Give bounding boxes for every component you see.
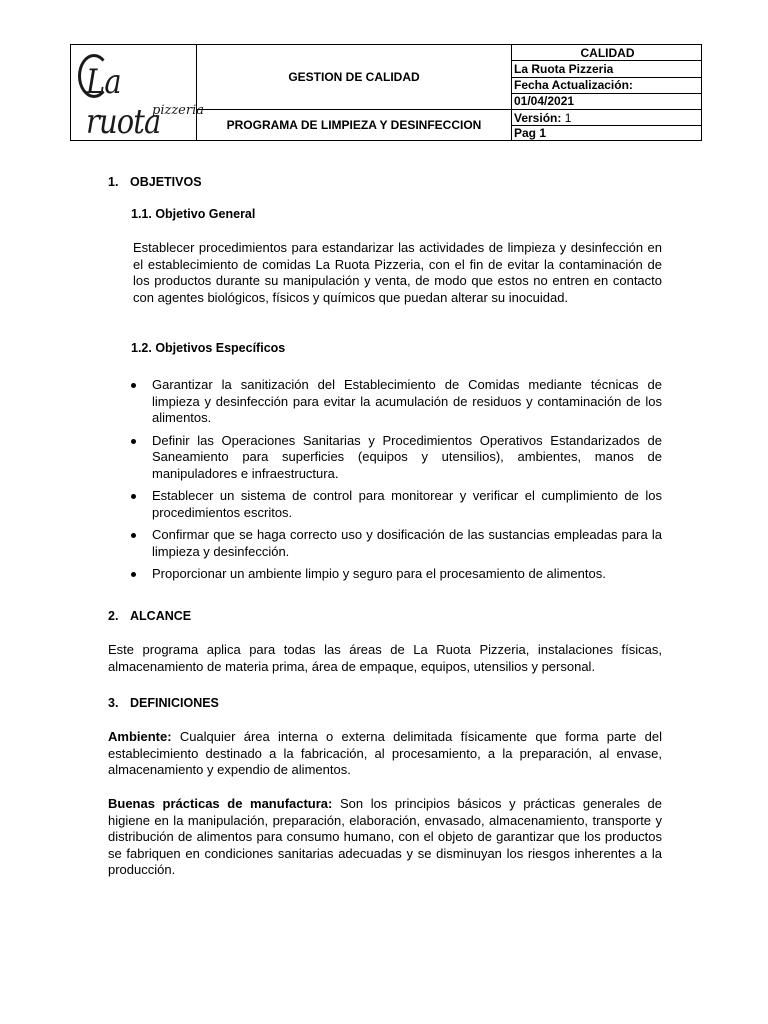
bullet-icon bbox=[131, 439, 136, 444]
section-title: DEFINICIONES bbox=[130, 696, 219, 710]
section-3-heading bbox=[108, 696, 219, 710]
section-title: OBJETIVOS bbox=[130, 175, 202, 189]
list-item-text: Establecer un sistema de control para monitorear y verificar el cumplimiento de los procedimientos escritos. bbox=[152, 488, 662, 520]
objetivo-general-text: Establecer procedimientos para estandarizar las actividades de limpieza y desinfección en el establecimiento de comidas La Ruota Pizzeria, con el fin de evitar la contaminación de los productos durante su manipulación y venta, de modo que estos no entren en contacto con agentes biológicos, físicos y químicos que puedan alterar su inocuidad. bbox=[133, 240, 662, 305]
logo-cell bbox=[71, 45, 204, 142]
objetivos-especificos-list bbox=[131, 377, 662, 589]
list-item-text: Definir las Operaciones Sanitarias y Procedimientos Operativos Estandarizados de Saneamiento para superficies (equipos y utensilios), ambientes, manos de manipuladores e infraestructura. bbox=[152, 432, 662, 481]
header-page: Pag 1 bbox=[512, 126, 702, 141]
list-item bbox=[131, 488, 662, 521]
version-label: Versión: bbox=[514, 110, 562, 125]
subsection-1-2-heading: 1.2. Objetivos Específicos bbox=[131, 341, 286, 355]
section-title: ALCANCE bbox=[130, 609, 192, 623]
section-number: 2. bbox=[108, 609, 119, 623]
bullet-icon bbox=[131, 383, 136, 388]
header-calidad: CALIDAD bbox=[512, 45, 702, 61]
header-fecha-label: Fecha Actualización: bbox=[512, 77, 702, 93]
header-fecha-value: 01/04/2021 bbox=[512, 93, 702, 109]
logo-text: La ruota bbox=[86, 62, 161, 142]
list-item bbox=[131, 566, 662, 583]
header-subtitle: PROGRAMA DE LIMPIEZA Y DESINFECCION bbox=[197, 110, 512, 141]
section-1-heading bbox=[108, 175, 202, 189]
section-number: 1. bbox=[108, 175, 119, 189]
definition-term: Ambiente: bbox=[108, 729, 172, 744]
bullet-icon bbox=[131, 572, 136, 577]
company-logo bbox=[74, 48, 204, 142]
bullet-icon bbox=[131, 494, 136, 499]
alcance-text: Este programa aplica para todas las áreas de La Ruota Pizzeria, instalaciones físicas, almacenamiento de materia prima, área de empaque, equipos, utensilios y personal. bbox=[108, 642, 662, 674]
section-2-heading bbox=[108, 609, 191, 623]
list-item-text: Proporcionar un ambiente limpio y seguro para el procesamiento de alimentos. bbox=[152, 566, 606, 581]
list-item bbox=[131, 377, 662, 427]
subsection-1-1-heading: 1.1. Objetivo General bbox=[131, 207, 256, 221]
definition-text: Son los principios básicos y prácticas generales de higiene en la manipulación, preparación, elaboración, envasado, almacenamiento, transporte y distribución de alimentos para consumo humano, con el objeto de garantizar que los productos se fabriquen en condiciones sanitarias adecuadas y se disminuyan los riesgos inherentes a la producción. bbox=[108, 796, 662, 877]
header-title: GESTION DE CALIDAD bbox=[197, 45, 512, 110]
list-item-text: Garantizar la sanitización del Establecimiento de Comidas mediante técnicas de limpieza y desinfección para evitar la acumulación de residuos y contaminación de los alimentos. bbox=[152, 377, 662, 425]
header-company: La Ruota Pizzeria bbox=[512, 61, 702, 77]
document-header-table bbox=[70, 44, 702, 141]
bullet-icon bbox=[131, 533, 136, 538]
definition-term: Buenas prácticas de manufactura: bbox=[108, 796, 333, 811]
list-item bbox=[131, 433, 662, 483]
logo-subtext: pizzeria bbox=[152, 103, 204, 118]
version-value: 1 bbox=[564, 110, 572, 125]
list-item-text: Confirmar que se haga correcto uso y dosificación de las sustancias empleadas para la limpieza y desinfección. bbox=[152, 527, 662, 559]
definition-ambiente bbox=[108, 729, 662, 779]
list-item bbox=[131, 527, 662, 560]
definition-bpm bbox=[108, 796, 662, 879]
section-number: 3. bbox=[108, 696, 119, 710]
definition-text: Cualquier área interna o externa delimitada físicamente que forma parte del establecimiento destinado a la fabricación, al procesamiento, a la preparación, al envase, almacenamiento y expendio de alimentos. bbox=[108, 729, 662, 777]
header-version bbox=[512, 110, 702, 126]
